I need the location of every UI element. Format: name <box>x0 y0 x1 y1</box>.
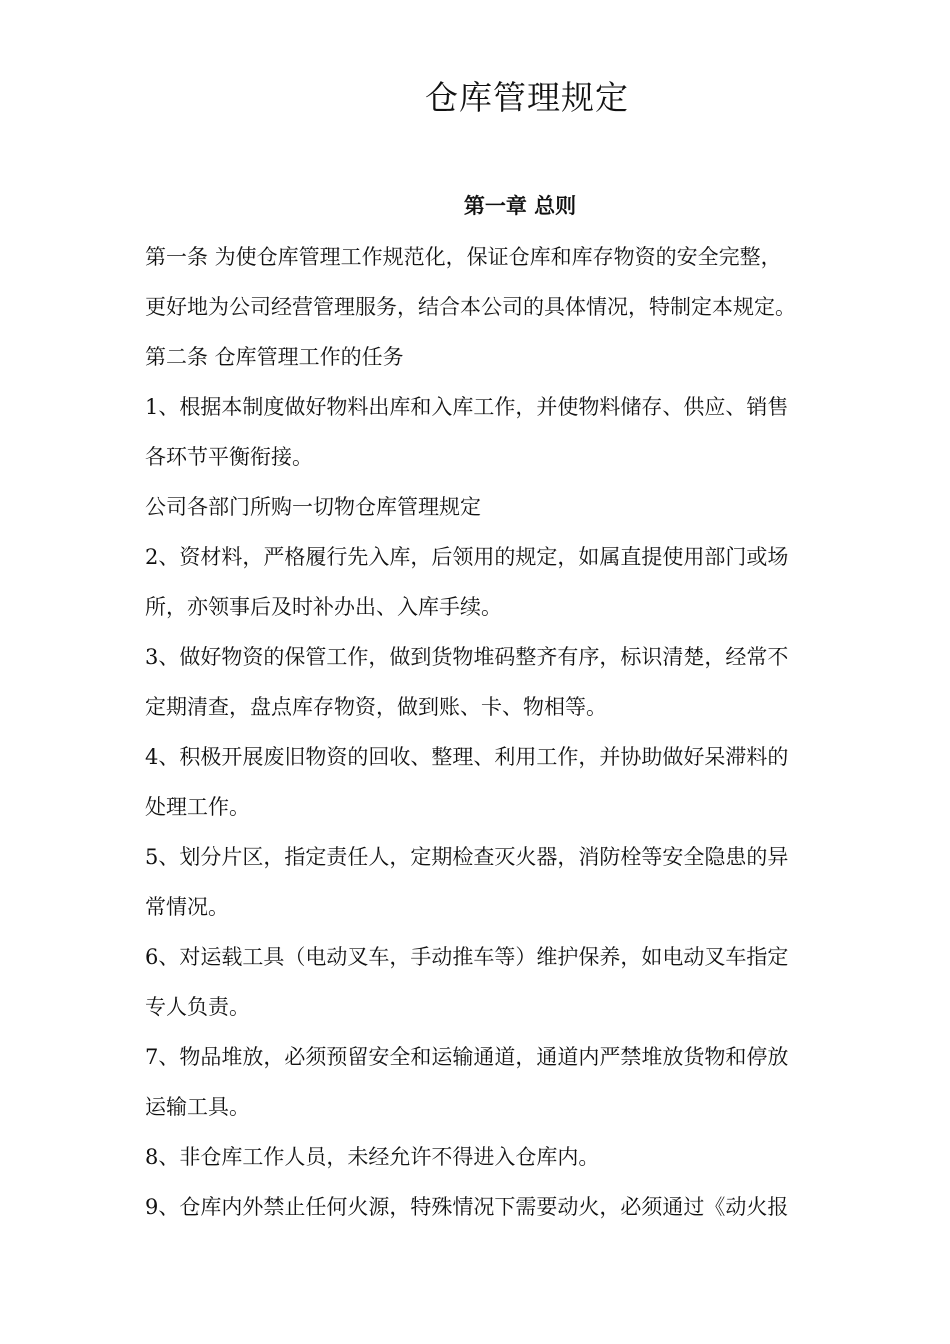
text-line: 2、资材料，严格履行先入库，后领用的规定，如属直提使用部门或场 <box>145 545 789 569</box>
text-line: 8、非仓库工作人员，未经允许不得进入仓库内。 <box>145 1145 600 1169</box>
document-title: 仓库管理规定 <box>425 78 629 117</box>
text-line: 所，亦领事后及时补办出、入库手续。 <box>145 595 502 619</box>
text-line: 3、做好物资的保管工作，做到货物堆码整齐有序，标识清楚，经常不 <box>145 645 789 669</box>
text-line: 4、积极开展废旧物资的回收、整理、利用工作，并协助做好呆滞料的 <box>145 745 789 769</box>
text-line: 9、仓库内外禁止任何火源，特殊情况下需要动火，必须通过《动火报 <box>145 1195 789 1219</box>
text-line: 5、划分片区，指定责任人，定期检查灭火器，消防栓等安全隐患的异 <box>145 845 789 869</box>
text-line: 各环节平衡衔接。 <box>145 445 313 469</box>
text-line: 定期清查，盘点库存物资，做到账、卡、物相等。 <box>145 695 607 719</box>
text-line: 6、对运载工具（电动叉车，手动推车等）维护保养，如电动叉车指定 <box>145 945 789 969</box>
document-body <box>145 232 825 1232</box>
text-line: 7、物品堆放，必须预留安全和运输通道，通道内严禁堆放货物和停放 <box>145 1045 789 1069</box>
text-line: 公司各部门所购一切物仓库管理规定 <box>145 495 481 519</box>
text-line: 1、根据本制度做好物料出库和入库工作，并使物料储存、供应、销售 <box>145 395 789 419</box>
text-line: 更好地为公司经营管理服务，结合本公司的具体情况，特制定本规定。 <box>145 295 796 319</box>
text-line: 处理工作。 <box>145 795 250 819</box>
text-line: 常情况。 <box>145 895 229 919</box>
text-line: 专人负责。 <box>145 995 250 1019</box>
text-line: 第一条 为使仓库管理工作规范化，保证仓库和库存物资的安全完整， <box>145 245 782 269</box>
text-line: 第二条 仓库管理工作的任务 <box>145 345 404 369</box>
text-line: 运输工具。 <box>145 1095 250 1119</box>
chapter-heading: 第一章 总则 <box>463 193 577 218</box>
